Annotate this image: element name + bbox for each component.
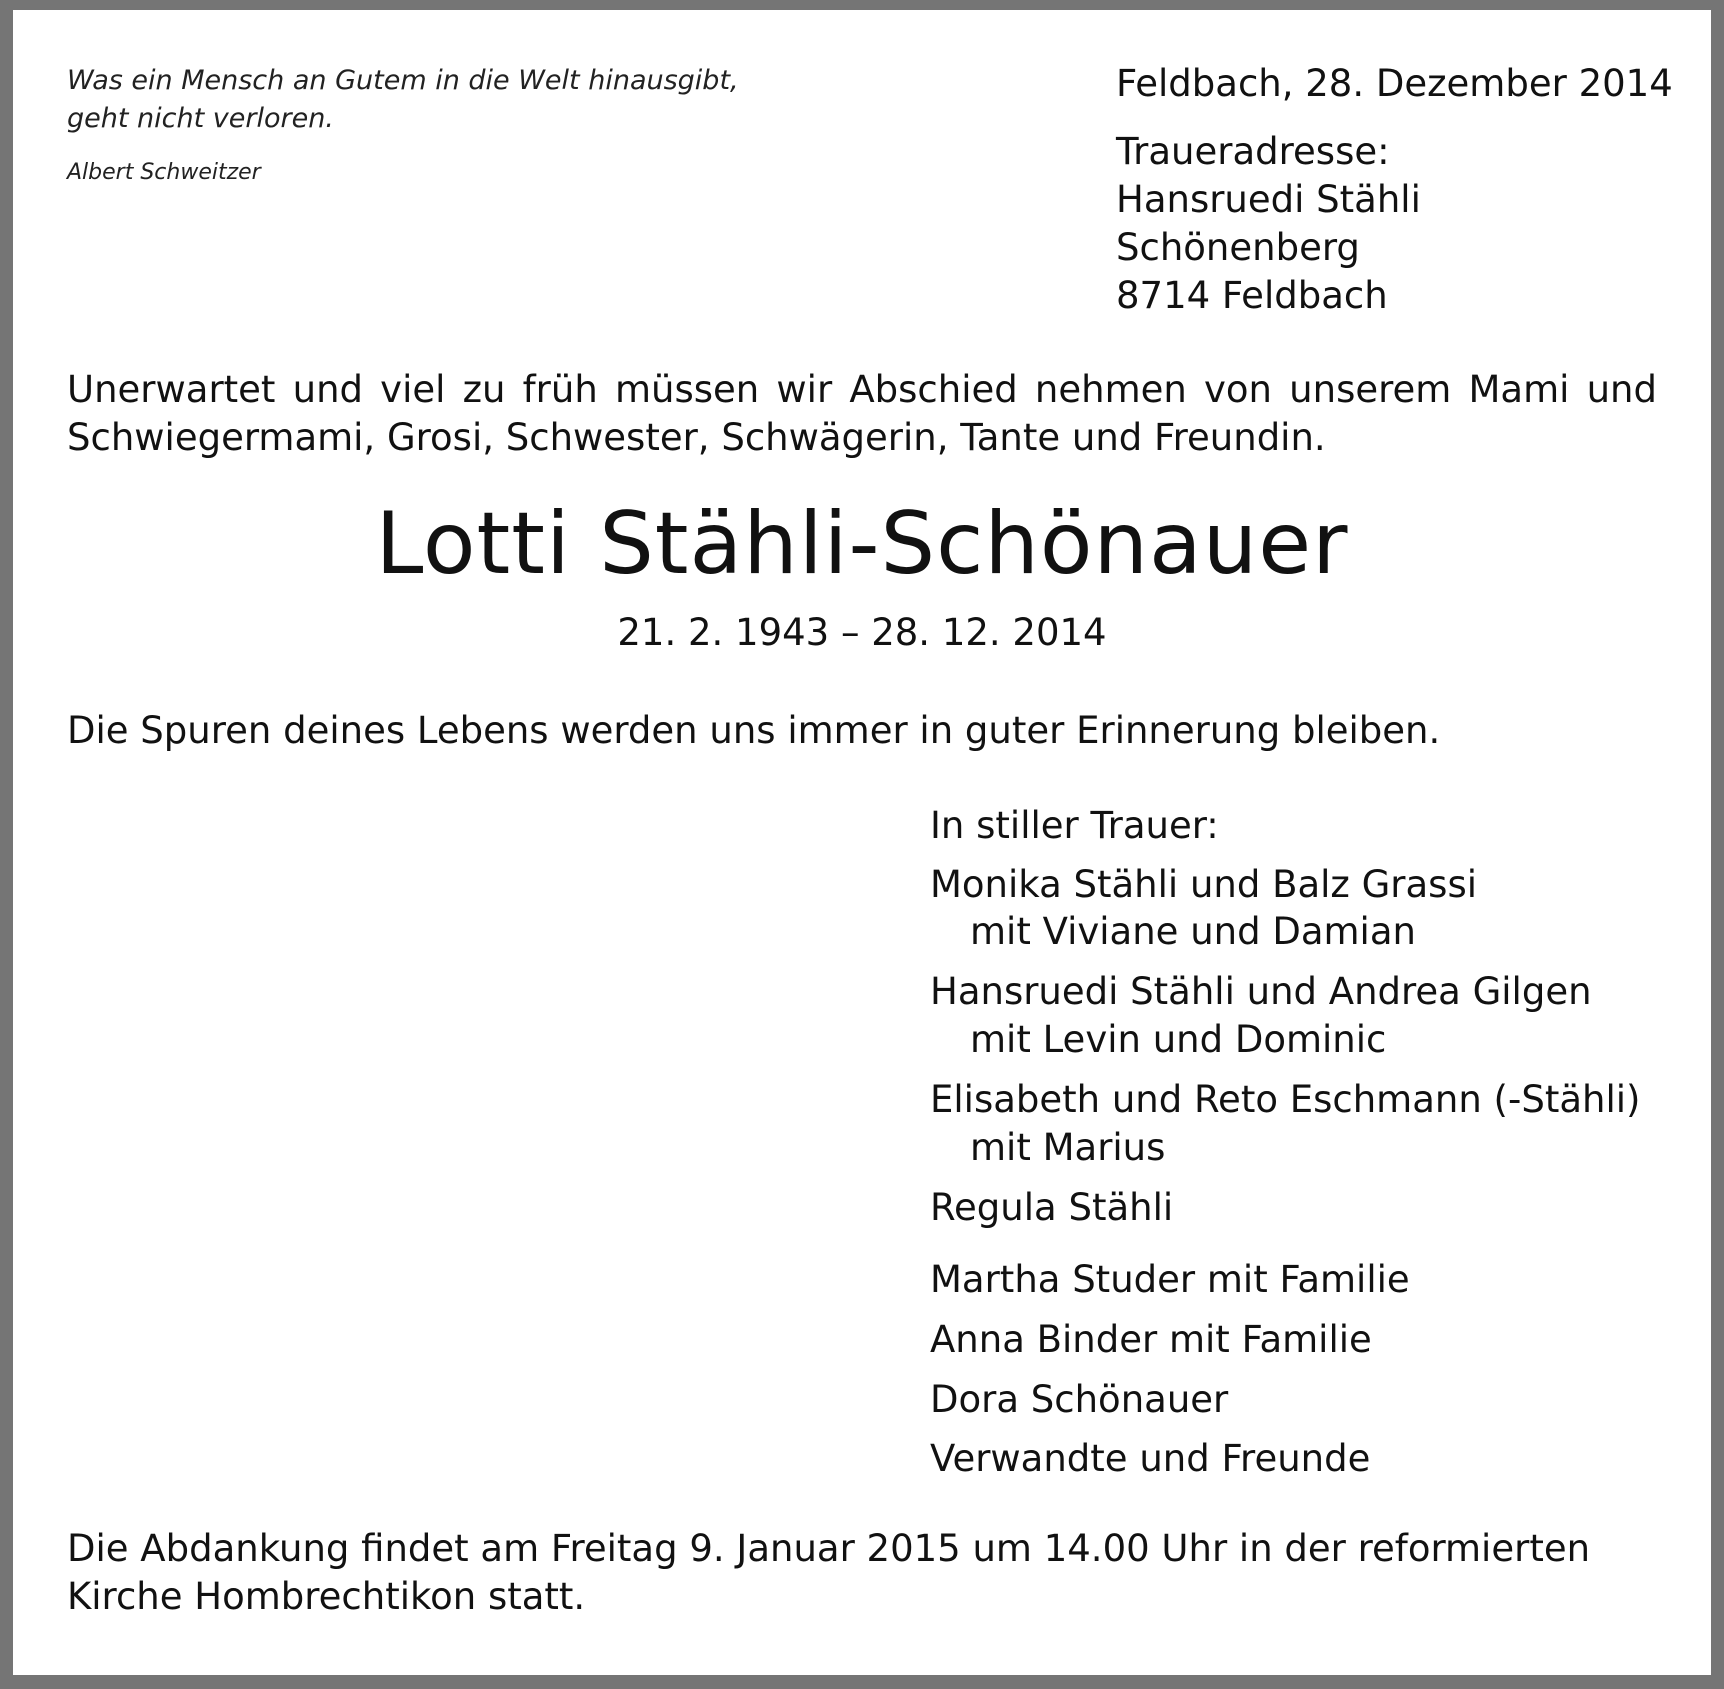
mourner-other-3: Dora Schönauer — [930, 1378, 1229, 1421]
address-label: Traueradresse: — [1116, 130, 1390, 173]
mourner-other-2: Anna Binder mit Familie — [930, 1318, 1372, 1361]
mourning-address — [1116, 128, 1421, 320]
service-announcement: Die Abdankung findet am Freitag 9. Januar 2015 um 14.00 Uhr in der reformierten Kirche Hombrechtikon statt. — [67, 1527, 1591, 1618]
place-date: Feldbach, 28. Dezember 2014 — [1116, 62, 1673, 105]
mourner-family-3-children: mit Marius — [970, 1126, 1166, 1169]
quote-author: Albert Schweitzer — [67, 160, 261, 185]
quote-line-1: Was ein Mensch an Gutem in die Welt hinausgibt, — [67, 65, 739, 96]
mourner-family-1-children: mit Viviane und Damian — [970, 910, 1416, 953]
deceased-name: Lotti Stähli-Schönauer — [375, 494, 1349, 594]
mourner-family-3: Elisabeth und Reto Eschmann (-Stähli) — [930, 1078, 1641, 1121]
memory-text: Die Spuren deines Lebens werden uns immer in guter Erinnerung bleiben. — [67, 709, 1441, 752]
address-city: 8714 Feldbach — [1116, 274, 1388, 317]
life-dates: 21. 2. 1943 – 28. 12. 2014 — [617, 611, 1107, 654]
mourners-heading: In stiller Trauer: — [930, 804, 1219, 847]
mourner-family-2: Hansruedi Stähli und Andrea Gilgen — [930, 970, 1592, 1013]
mourner-other-4: Verwandte und Freunde — [930, 1437, 1371, 1480]
quote-text — [67, 62, 739, 138]
address-street: Schönenberg — [1116, 226, 1360, 269]
mourner-other-1: Martha Studer mit Familie — [930, 1258, 1410, 1301]
intro-text: Unerwartet und viel zu früh müssen wir Abschied nehmen von unserem Mami und Schwiegermami, Grosi, Schwester, Schwägerin, Tante und Freundin. — [67, 368, 1657, 459]
mourner-family-1: Monika Stähli und Balz Grassi — [930, 863, 1477, 906]
mourner-family-4: Regula Stähli — [930, 1186, 1174, 1229]
quote-line-2: geht nicht verloren. — [67, 103, 334, 134]
address-name: Hansruedi Stähli — [1116, 178, 1421, 221]
mourner-family-2-children: mit Levin und Dominic — [970, 1018, 1387, 1061]
